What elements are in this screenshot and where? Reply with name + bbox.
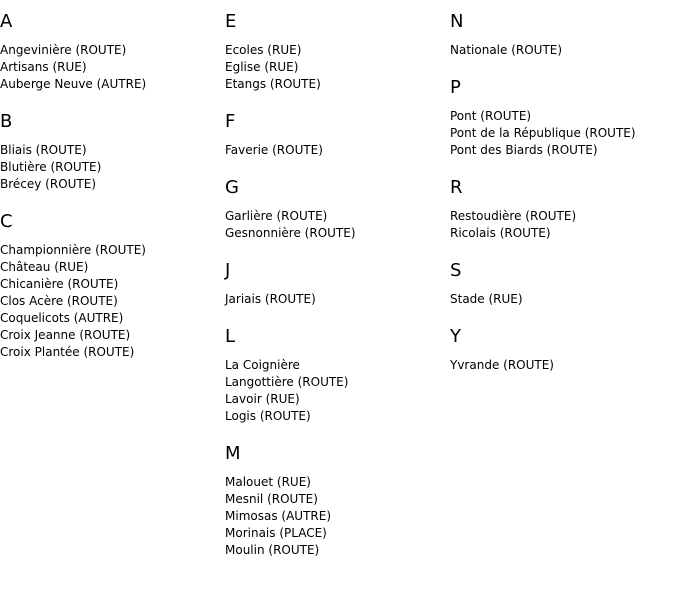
- index-column-1: [0, 11, 220, 379]
- letter-heading: S: [450, 260, 462, 281]
- street-list: [450, 108, 670, 159]
- street-list: [450, 208, 670, 242]
- street-list: [225, 357, 445, 425]
- street-link[interactable]: Etangs (ROUTE): [225, 77, 321, 91]
- street-list-item: [225, 42, 445, 59]
- street-list: [450, 291, 670, 308]
- street-list: [225, 42, 445, 93]
- street-list-item: [0, 327, 220, 344]
- street-list-item: [225, 357, 445, 374]
- street-list: [225, 142, 445, 159]
- street-link[interactable]: Bliais (ROUTE): [0, 143, 87, 157]
- letter-group: [0, 211, 220, 361]
- street-link[interactable]: Gesnonnière (ROUTE): [225, 226, 356, 240]
- street-link[interactable]: Langottière (ROUTE): [225, 375, 349, 389]
- letter-heading: R: [450, 177, 463, 198]
- street-list-item: [0, 159, 220, 176]
- street-link[interactable]: Pont des Biards (ROUTE): [450, 143, 598, 157]
- letter-heading: A: [0, 11, 13, 32]
- letter-heading: N: [450, 11, 464, 32]
- street-list-item: [225, 391, 445, 408]
- street-link[interactable]: Coquelicots (AUTRE): [0, 311, 124, 325]
- street-list-item: [450, 291, 670, 308]
- street-link[interactable]: Restoudière (ROUTE): [450, 209, 577, 223]
- street-link[interactable]: Garlière (ROUTE): [225, 209, 328, 223]
- street-list-item: [450, 125, 670, 142]
- letter-heading: L: [225, 326, 236, 347]
- street-link[interactable]: Yvrande (ROUTE): [450, 358, 554, 372]
- street-link[interactable]: Mimosas (AUTRE): [225, 509, 331, 523]
- street-list: [225, 474, 445, 559]
- street-link[interactable]: Eglise (RUE): [225, 60, 299, 74]
- street-list-item: [0, 310, 220, 327]
- street-list-item: [450, 208, 670, 225]
- street-link[interactable]: Pont de la République (ROUTE): [450, 126, 636, 140]
- street-list-item: [225, 508, 445, 525]
- letter-group: [0, 11, 220, 93]
- street-link[interactable]: Ecoles (RUE): [225, 43, 302, 57]
- street-list-item: [450, 142, 670, 159]
- letter-group: [0, 111, 220, 193]
- street-list-item: [0, 176, 220, 193]
- street-list-item: [0, 59, 220, 76]
- street-list-item: [225, 225, 445, 242]
- street-list-item: [225, 142, 445, 159]
- street-list: [0, 142, 220, 193]
- letter-heading: E: [225, 11, 237, 32]
- street-list-item: [0, 276, 220, 293]
- street-link[interactable]: Nationale (ROUTE): [450, 43, 563, 57]
- street-link[interactable]: Clos Acère (ROUTE): [0, 294, 118, 308]
- street-list-item: [450, 108, 670, 125]
- street-list: [225, 291, 445, 308]
- street-list-item: [450, 225, 670, 242]
- letter-group: [450, 326, 670, 374]
- letter-heading: G: [225, 177, 239, 198]
- letter-group: [450, 260, 670, 308]
- street-list-item: [225, 525, 445, 542]
- street-list-item: [0, 76, 220, 93]
- street-link[interactable]: Angevinière (ROUTE): [0, 43, 127, 57]
- street-link[interactable]: Château (RUE): [0, 260, 89, 274]
- letter-group: [225, 260, 445, 308]
- letter-heading: P: [450, 77, 461, 98]
- street-link[interactable]: La Coignière: [225, 358, 300, 372]
- letter-group: [225, 11, 445, 93]
- street-list-item: [0, 42, 220, 59]
- street-list-item: [225, 208, 445, 225]
- letter-heading: F: [225, 111, 236, 132]
- street-link[interactable]: Brécey (ROUTE): [0, 177, 97, 191]
- street-link[interactable]: Chicanière (ROUTE): [0, 277, 119, 291]
- street-link[interactable]: Lavoir (RUE): [225, 392, 300, 406]
- street-list: [450, 357, 670, 374]
- street-link[interactable]: Ricolais (ROUTE): [450, 226, 551, 240]
- letter-group: [225, 443, 445, 559]
- street-list-item: [450, 357, 670, 374]
- street-list-item: [225, 374, 445, 391]
- letter-heading: J: [225, 260, 231, 281]
- street-list: [450, 42, 670, 59]
- street-link[interactable]: Auberge Neuve (AUTRE): [0, 77, 147, 91]
- street-list-item: [225, 291, 445, 308]
- street-link[interactable]: Pont (ROUTE): [450, 109, 532, 123]
- street-link[interactable]: Championnière (ROUTE): [0, 243, 146, 257]
- letter-heading: B: [0, 111, 13, 132]
- street-list-item: [0, 344, 220, 361]
- street-link[interactable]: Blutière (ROUTE): [0, 160, 102, 174]
- street-list-item: [0, 242, 220, 259]
- street-link[interactable]: Faverie (ROUTE): [225, 143, 323, 157]
- letter-group: [450, 77, 670, 159]
- letter-group: [225, 326, 445, 425]
- street-list-item: [225, 408, 445, 425]
- street-list-item: [225, 542, 445, 559]
- street-list-item: [225, 59, 445, 76]
- letter-group: [225, 177, 445, 242]
- street-list: [0, 42, 220, 93]
- street-link[interactable]: Croix Plantée (ROUTE): [0, 345, 135, 359]
- street-list: [225, 208, 445, 242]
- street-list-item: [225, 491, 445, 508]
- letter-group: [450, 177, 670, 242]
- street-link[interactable]: Logis (ROUTE): [225, 409, 311, 423]
- letter-heading: C: [0, 211, 13, 232]
- street-link[interactable]: Stade (RUE): [450, 292, 523, 306]
- street-list-item: [225, 76, 445, 93]
- letter-heading: M: [225, 443, 241, 464]
- street-list-item: [0, 142, 220, 159]
- street-list-item: [225, 474, 445, 491]
- street-link[interactable]: Mesnil (ROUTE): [225, 492, 318, 506]
- letter-group: [450, 11, 670, 59]
- street-link[interactable]: Jariais (ROUTE): [225, 292, 316, 306]
- street-list-item: [450, 42, 670, 59]
- street-list-item: [0, 259, 220, 276]
- street-link[interactable]: Moulin (ROUTE): [225, 543, 320, 557]
- letter-group: [225, 111, 445, 159]
- street-list: [0, 242, 220, 361]
- street-link[interactable]: Artisans (RUE): [0, 60, 87, 74]
- index-column-2: [225, 11, 445, 577]
- street-list-item: [0, 293, 220, 310]
- street-link[interactable]: Croix Jeanne (ROUTE): [0, 328, 131, 342]
- street-link[interactable]: Morinais (PLACE): [225, 526, 327, 540]
- index-column-3: [450, 11, 670, 392]
- street-link[interactable]: Malouet (RUE): [225, 475, 311, 489]
- letter-heading: Y: [450, 326, 461, 347]
